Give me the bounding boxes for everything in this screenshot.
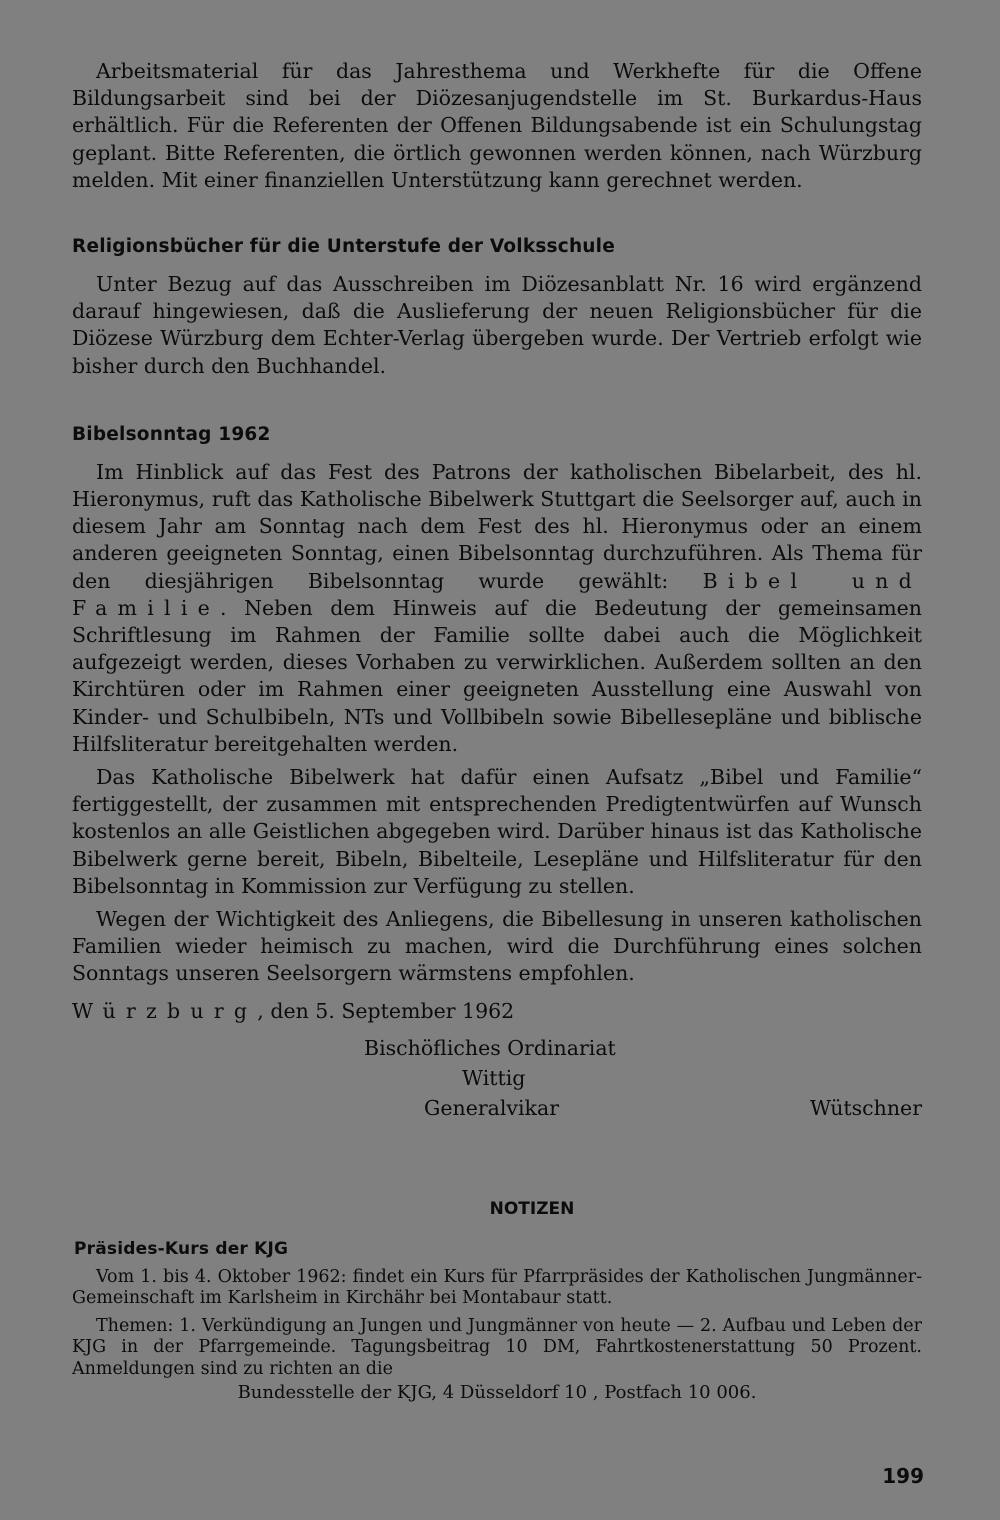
notes-address: Bundesstelle der KJG, 4 Düsseldorf 10 , Postfach 10 006. bbox=[237, 1382, 757, 1404]
intro-paragraph: Arbeitsmaterial für das Jahresthema und Werkhefte für die Offene Bildungsarbeit sind bei der Diözesanjugendstelle im St. Burkardus-Haus erhältlich. Für die Referenten der Offenen Bildungsabende ist ein Schulungstag geplant. Bitte Referenten, die örtlich gewonnen werden können, nach Würzburg melden. Mit einer finanziellen Unterstützung kann gerechnet werden. bbox=[72, 59, 922, 192]
dateline bbox=[72, 998, 922, 1025]
dateline-date: , den 5. September 1962 bbox=[257, 998, 515, 1023]
signature-block bbox=[72, 1033, 922, 1129]
theme-spaced: Bibel und Familie bbox=[72, 568, 923, 620]
section-heading-bibelsonntag: Bibelsonntag 1962 bbox=[72, 423, 271, 445]
document-page bbox=[72, 58, 922, 1404]
p1-before: Im Hinblick auf das Fest des Patrons der katholischen Bibelarbeit, des hl. Hieronymus, ruft das Katholische Bibelwerk Stuttgart die Seelsorger auf, auch in diesem Jahr am Sonntag nach dem Fest des hl. Hieronymus oder an einem anderen geeigneten Sonntag, einen Bibelsonntag durchzuführen. Als Thema für den diesjährigen Bibelsonntag wurde gewählt: bbox=[72, 459, 922, 593]
signature-office: Bischöfliches Ordinariat bbox=[364, 1035, 616, 1060]
bibelsonntag-paragraph-1 bbox=[72, 459, 922, 758]
page-number: 199 bbox=[882, 1464, 924, 1488]
signature-title: Generalvikar bbox=[424, 1095, 560, 1120]
bibelsonntag-paragraph-2: Das Katholische Bibelwerk hat dafür einen Aufsatz „Bibel und Familie“ fertiggestellt, der zusammen mit entsprechenden Predigtentwürfen auf Wunsch kostenlos an alle Geistlichen abgegeben wird. Darüber hinaus ist das Katholische Bibelwerk gerne bereit, Bibeln, Bibelteile, Lesepläne und Hilfsliteratur für den Bibelsonntag in Kommission zur Verfügung zu stellen. bbox=[72, 765, 922, 898]
bibelsonntag-paragraph-3: Wegen der Wichtigkeit des Anliegens, die Bibellesung in unseren katholischen Familien wieder heimisch zu machen, wird die Durchführung eines solchen Sonntags unseren Seelsorgern wärmstens empfohlen. bbox=[72, 907, 922, 986]
signature-name: Wittig bbox=[462, 1065, 526, 1090]
notes-paragraph-1: Vom 1. bis 4. Oktober 1962: findet ein Kurs für Pfarrpräsides der Katholischen Jungmänner-Gemeinschaft im Karlsheim in Kirchähr bei Montabaur statt. bbox=[72, 1266, 922, 1309]
dateline-place: Würzburg bbox=[72, 998, 258, 1023]
religionsbuecher-paragraph: Unter Bezug auf das Ausschreiben im Diözesanblatt Nr. 16 wird ergänzend darauf hingewiesen, daß die Auslieferung der neuen Religionsbücher für die Diözese Würzburg dem Echter-Verlag übergeben wurde. Der Vertrieb erfolgt wie bisher durch den Buchhandel. bbox=[72, 272, 922, 378]
signature-second-name: Wütschner bbox=[809, 1095, 922, 1120]
notes-heading: NOTIZEN bbox=[489, 1198, 575, 1219]
notes-paragraph-2: Themen: 1. Verkündigung an Jungen und Jungmänner von heute — 2. Aufbau und Leben der KJG in der Pfarrgemeinde. Tagungsbeitrag 10 DM, Fahrtkostenerstattung 50 Prozent. Anmeldungen sind zu richten an die bbox=[72, 1315, 922, 1379]
p1-after: . Neben dem Hinweis auf die Bedeutung der gemeinsamen Schriftlesung im Rahmen der Familie sollte dabei auch die Möglichkeit aufgezeigt werden, dieses Vorhaben zu verwirklichen. Außerdem sollten an den Kirchtüren oder im Rahmen einer geeigneten Ausstellung eine Auswahl von Kinder- und Schulbibeln, NTs und Vollbibeln sowie Bibellesepläne und biblische Hilfsliteratur bereitgehalten werden. bbox=[72, 595, 922, 756]
notes-subheading: Präsides-Kurs der KJG bbox=[74, 1238, 289, 1259]
section-heading-religionsbuecher: Religionsbücher für die Unterstufe der Volksschule bbox=[72, 236, 615, 258]
